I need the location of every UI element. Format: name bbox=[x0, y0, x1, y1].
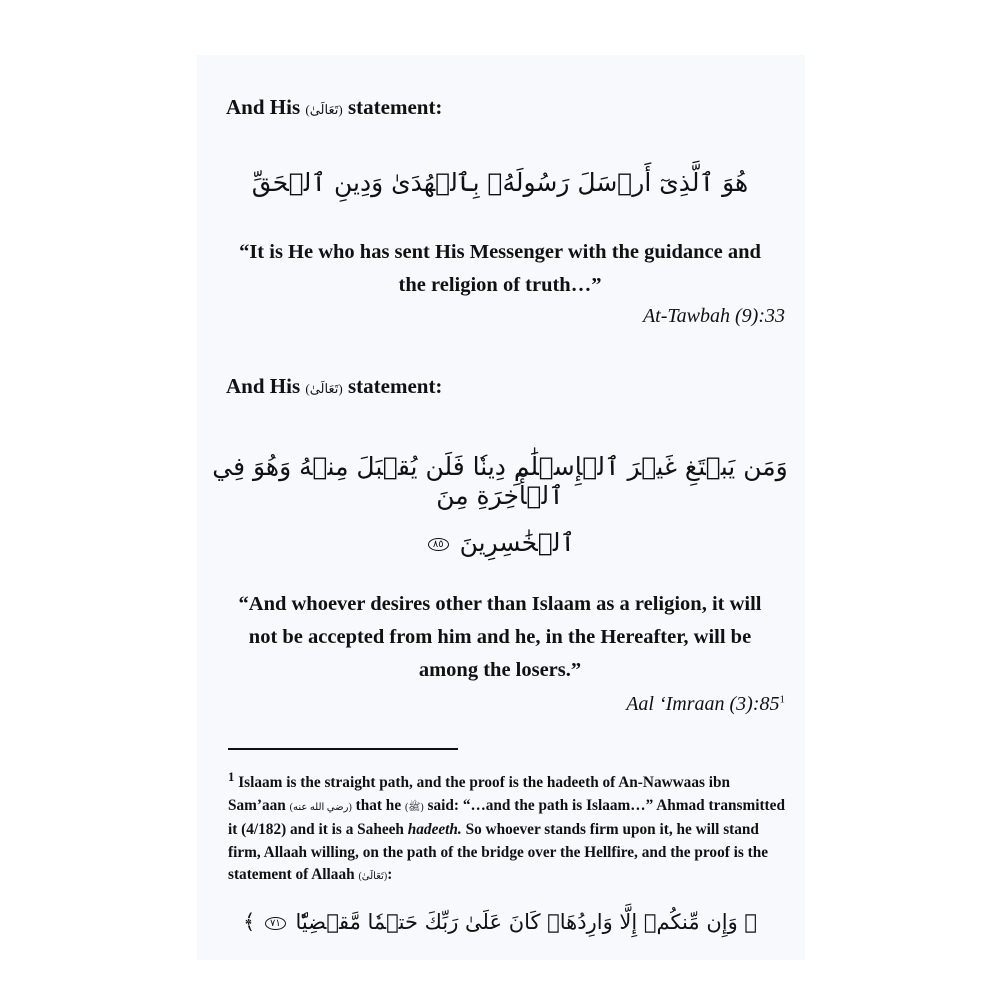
ornate-bracket: ﴾ bbox=[243, 910, 256, 934]
intro-end: statement: bbox=[347, 95, 443, 119]
arabic-verse-2-line2 bbox=[200, 528, 800, 557]
intro-label: And His bbox=[226, 95, 301, 119]
translation-line: not be accepted from him and he, in the Hereafter, will be bbox=[248, 626, 752, 648]
footnote-arabic-verse bbox=[200, 910, 800, 934]
translation-line: “It is He who has sent His Messenger with the guidance and bbox=[239, 241, 761, 263]
arabic-verse-2-line1: وَمَن يَبۡتَغِ غَيۡرَ ٱلۡإِسۡلَٰمِ دِينٗا فَلَن يُقۡبَلَ مِنۡهُ وَهُوَ فِي ٱلۡأٓخِرَةِ مِنَ bbox=[212, 452, 788, 510]
honorific: (تَعَالَىٰ) bbox=[305, 381, 343, 396]
footnote-text: that he bbox=[355, 796, 402, 814]
arabic-verse-1: هُوَ ٱلَّذِىٓ أَرۡسَلَ رَسُولَهُۥ بِٱلۡهُدَىٰ وَدِينِ ٱلۡحَقِّ bbox=[251, 168, 749, 197]
translation-1 bbox=[205, 236, 795, 302]
translation-line: the religion of truth…” bbox=[398, 274, 602, 296]
footnote-divider bbox=[228, 748, 458, 750]
footnote-text: So whoever stands firm upon it, he will stand firm, Allaah willing, on the path of the bridge over the Hellfire, and the proof is the statement of Allaah bbox=[228, 821, 769, 884]
ayah-number-icon: ٨٥ bbox=[428, 538, 449, 551]
intro-end: statement: bbox=[347, 374, 443, 398]
honorific: (ﷺ) bbox=[404, 801, 424, 813]
reference-2 bbox=[626, 693, 785, 716]
intro-text-1 bbox=[226, 95, 442, 120]
footnote-text: said: “…and the path is Islaam…” Ahmad transmitted it (4/182) and it is a Saheeh bbox=[228, 796, 785, 839]
honorific: (تَعَالَىٰ) bbox=[305, 102, 343, 117]
footnote-marker[interactable]: 1 bbox=[779, 693, 785, 706]
reference-1: At-Tawbah (9):33 bbox=[642, 305, 785, 327]
footnote-text: Islaam is the straight path, and the proof is the hadeeth of An-Nawwaas ibn Sam’aan bbox=[228, 774, 731, 814]
reference-text: Aal ‘Imraan (3):85 bbox=[626, 693, 780, 715]
honorific: (تَعَالَىٰ) bbox=[358, 871, 388, 883]
footnote-italic: hadeeth. bbox=[407, 821, 462, 839]
footnote-text: : bbox=[387, 866, 393, 884]
footnote bbox=[228, 766, 788, 889]
intro-label: And His bbox=[226, 374, 301, 398]
translation-2 bbox=[205, 588, 795, 687]
ayah-number-icon: ٧١ bbox=[265, 917, 286, 930]
intro-text-2 bbox=[226, 374, 442, 399]
honorific: (رضي الله عنه) bbox=[289, 801, 352, 813]
translation-line: among the losers.” bbox=[418, 659, 582, 681]
arabic-text: ﴿ وَإِن مِّنكُمۡ إِلَّا وَارِدُهَاۚ كَانَ عَلَىٰ رَبِّكَ حَتۡمٗا مَّقۡضِيّٗا bbox=[295, 910, 757, 934]
footnote-number: 1 bbox=[228, 770, 235, 784]
arabic-text: ٱلۡخَٰسِرِينَ bbox=[459, 528, 576, 557]
translation-line: “And whoever desires other than Islaam as a religion, it will bbox=[238, 593, 762, 615]
